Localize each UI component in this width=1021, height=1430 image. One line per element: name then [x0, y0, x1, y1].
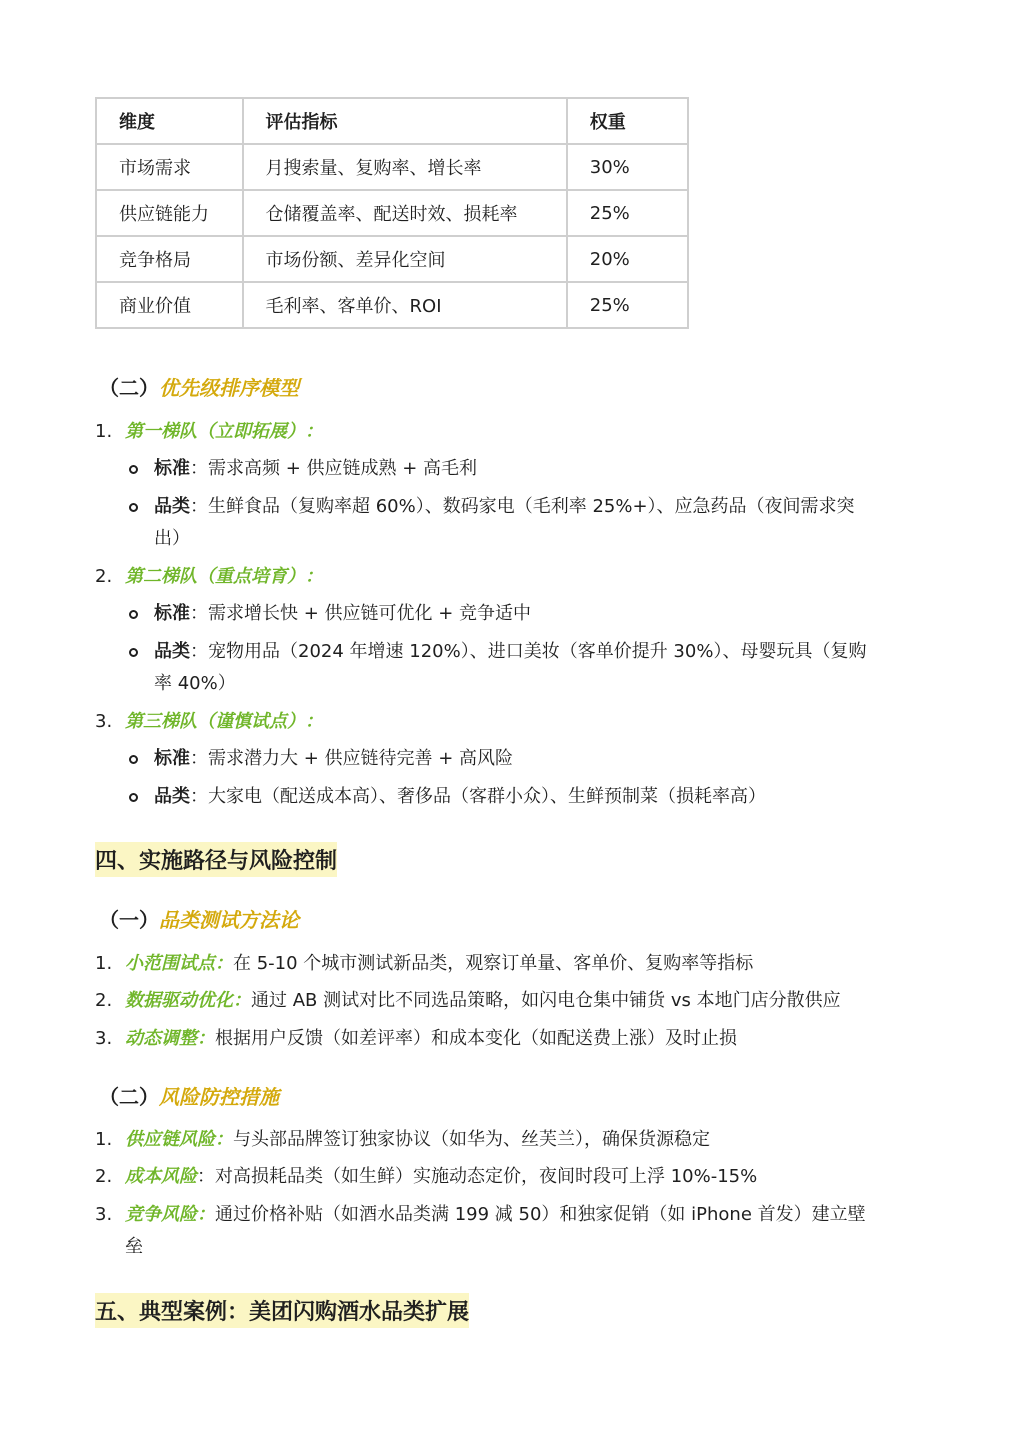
table-cell: 市场需求 [96, 144, 243, 190]
section-prefix: （一） [99, 908, 159, 932]
list-number: 1. [95, 953, 113, 974]
section-title: 优先级排序模型 [159, 376, 299, 400]
table-cell: 供应链能力 [96, 190, 243, 236]
category-text-continued: 出） [154, 528, 190, 549]
section-prefix: （二） [99, 376, 159, 400]
category-text: ：生鲜食品（复购率超 60%）、数码家电（毛利率 25%+）、应急药品（夜间需求突 [190, 496, 855, 517]
table-cell: 毛利率、客单价、ROI [243, 282, 567, 328]
bullet-icon [129, 648, 138, 657]
tier-title: 第三梯队（谨慎试点）： [125, 711, 323, 732]
section-title: 品类测试方法论 [159, 908, 299, 932]
tier-2-title [95, 561, 323, 593]
standard-label: 标准 [154, 748, 190, 769]
list-number: 1. [95, 1129, 113, 1150]
bullet-icon [129, 503, 138, 512]
tier-title: 第二梯队（重点培育）： [125, 566, 323, 587]
table-row [96, 190, 688, 236]
item-label: 小范围试点： [125, 953, 233, 974]
category-text-continued: 率 40%） [154, 673, 236, 694]
standard-label: 标准 [154, 458, 190, 479]
item-text: 根据用户反馈（如差评率）和成本变化（如配送费上涨）及时止损 [215, 1028, 737, 1049]
risk-item [95, 1199, 866, 1231]
bullet-icon [129, 755, 138, 764]
section-heading-method [99, 904, 299, 933]
table-cell: 25% [567, 190, 688, 236]
category-text: ：宠物用品（2024 年增速 120%）、进口美妆（客单价提升 30%）、母婴玩具（复购 [190, 641, 867, 662]
item-label: 竞争风险： [125, 1204, 215, 1225]
tier-3-category [154, 781, 766, 813]
table-header-cell: 评估指标 [243, 98, 567, 144]
standard-text: ：需求潜力大 + 供应链待完善 + 高风险 [190, 748, 514, 769]
standard-text: ：需求高频 + 供应链成熟 + 高毛利 [190, 458, 478, 479]
table-cell: 仓储覆盖率、配送时效、损耗率 [243, 190, 567, 236]
section-title: 风险防控措施 [159, 1085, 279, 1109]
item-text: 通过价格补贴（如酒水品类满 199 减 50）和独家促销（如 iPhone 首发）建立壁 [215, 1204, 866, 1225]
category-label: 品类 [154, 496, 190, 517]
table-header-cell: 权重 [567, 98, 688, 144]
bullet-icon [129, 610, 138, 619]
table-cell: 月搜索量、复购率、增长率 [243, 144, 567, 190]
list-number: 2. [95, 1166, 113, 1187]
tier-title: 第一梯队（立即拓展）： [125, 421, 323, 442]
heading-implementation-risk: 四、实施路径与风险控制 [95, 842, 337, 877]
list-number: 2. [95, 566, 113, 587]
risk-item [95, 1124, 710, 1156]
list-number: 3. [95, 1204, 113, 1225]
tier-3-title [95, 706, 323, 738]
item-label: 供应链风险： [125, 1129, 233, 1150]
evaluation-table [95, 97, 689, 329]
tier-1-title [95, 416, 323, 448]
table-cell: 30% [567, 144, 688, 190]
standard-text: ：需求增长快 + 供应链可优化 + 竞争适中 [190, 603, 532, 624]
category-label: 品类 [154, 786, 190, 807]
method-item [95, 985, 841, 1017]
item-label: 成本风险 [125, 1166, 197, 1187]
item-text: 与头部品牌签订独家协议（如华为、丝芙兰），确保货源稳定 [233, 1129, 710, 1150]
standard-label: 标准 [154, 603, 190, 624]
item-label: 数据驱动优化： [125, 990, 251, 1011]
bullet-icon [129, 793, 138, 802]
table-cell: 20% [567, 236, 688, 282]
section-heading-priority [99, 372, 299, 401]
tier-1-standard [154, 453, 477, 485]
tier-3-standard [154, 743, 513, 775]
table-header-cell: 维度 [96, 98, 243, 144]
table-row [96, 144, 688, 190]
tier-2-standard [154, 598, 531, 630]
category-label: 品类 [154, 641, 190, 662]
table-cell: 商业价值 [96, 282, 243, 328]
risk-item [95, 1161, 757, 1193]
category-text: ：大家电（配送成本高）、奢侈品（客群小众）、生鲜预制菜（损耗率高） [190, 786, 766, 807]
bullet-icon [129, 465, 138, 474]
method-item [95, 1023, 737, 1055]
list-number: 2. [95, 990, 113, 1011]
item-label: 动态调整： [125, 1028, 215, 1049]
table-cell: 竞争格局 [96, 236, 243, 282]
item-text: ：对高损耗品类（如生鲜）实施动态定价，夜间时段可上浮 10%-15% [197, 1166, 758, 1187]
list-number: 1. [95, 421, 113, 442]
tier-2-category [154, 636, 866, 668]
method-item [95, 948, 753, 980]
list-number: 3. [95, 1028, 113, 1049]
item-text: 在 5-10 个城市测试新品类，观察订单量、客单价、复购率等指标 [233, 953, 754, 974]
table-row [96, 236, 688, 282]
table-header-row [96, 98, 688, 144]
list-number: 3. [95, 711, 113, 732]
heading-case-study: 五、典型案例：美团闪购酒水品类扩展 [95, 1293, 469, 1328]
table-cell: 市场份额、差异化空间 [243, 236, 567, 282]
section-prefix: （二） [99, 1085, 159, 1109]
table-row [96, 282, 688, 328]
section-heading-risk [99, 1081, 279, 1110]
table-cell: 25% [567, 282, 688, 328]
item-text-continued: 垒 [125, 1236, 143, 1257]
item-text: 通过 AB 测试对比不同选品策略，如闪电仓集中铺货 vs 本地门店分散供应 [251, 990, 841, 1011]
tier-1-category [154, 491, 855, 523]
